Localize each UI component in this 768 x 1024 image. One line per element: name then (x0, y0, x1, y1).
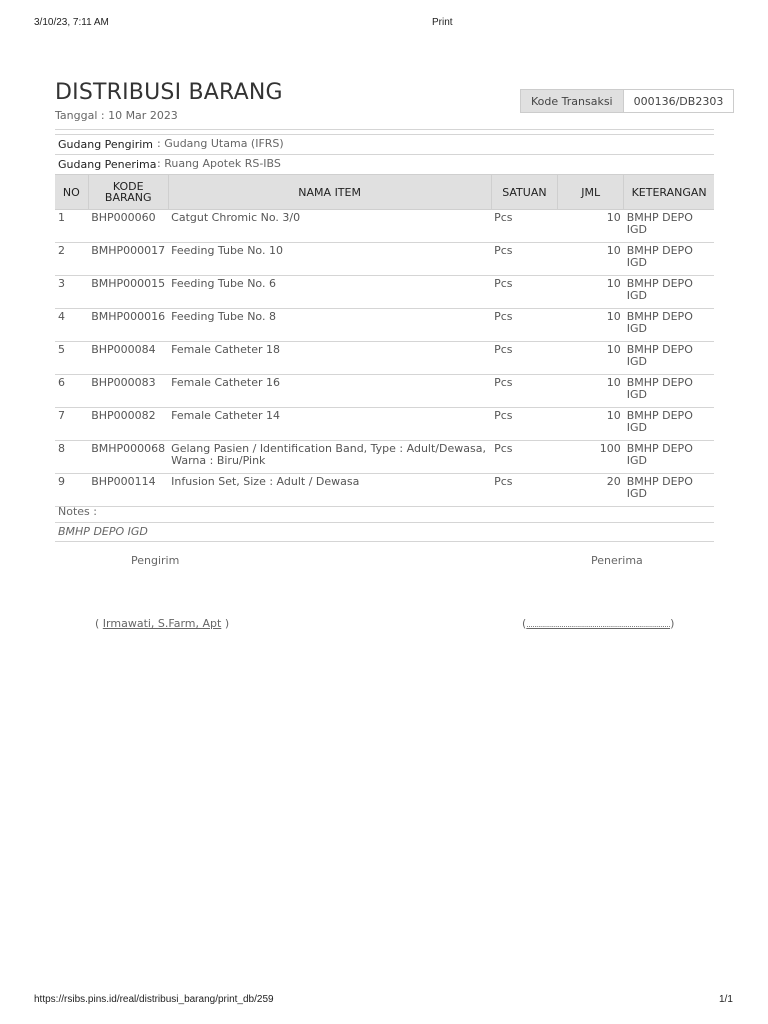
cell-nama: Gelang Pasien / Identification Band, Type : Adult/Dewasa, Warna : Biru/Pink (168, 441, 491, 474)
cell-jml: 10 (558, 342, 624, 375)
cell-satuan: Pcs (491, 276, 558, 309)
header-kode-barang (88, 175, 168, 210)
table-row (55, 375, 714, 408)
kode-transaksi-value: 000136/DB2303 (624, 89, 735, 113)
cell-satuan: Pcs (491, 375, 558, 408)
cell-nama: Infusion Set, Size : Adult / Dewasa (168, 474, 491, 507)
header-nama-item: NAMA ITEM (168, 175, 491, 210)
cell-keterangan: BMHP DEPO IGD (624, 441, 714, 474)
header-keterangan: KETERANGAN (624, 175, 714, 210)
table-header-row (55, 175, 714, 210)
cell-keterangan: BMHP DEPO IGD (624, 408, 714, 441)
cell-nama: Feeding Tube No. 6 (168, 276, 491, 309)
cell-keterangan: BMHP DEPO IGD (624, 474, 714, 507)
header-satuan: SATUAN (491, 175, 558, 210)
cell-keterangan: BMHP DEPO IGD (624, 210, 714, 243)
cell-jml: 10 (558, 375, 624, 408)
divider (55, 541, 714, 542)
cell-kode: BMHP000015 (88, 276, 168, 309)
pengirim-name: Irmawati, S.Farm, Apt (102, 617, 222, 630)
cell-nama: Catgut Chromic No. 3/0 (168, 210, 491, 243)
cell-kode: BHP000084 (88, 342, 168, 375)
penerima-close-paren: ) (670, 617, 675, 630)
header-kode-line1: KODE (112, 180, 144, 193)
cell-jml: 10 (558, 309, 624, 342)
page-number: 1/1 (719, 994, 733, 1005)
table-row (55, 441, 714, 474)
document-date: Tanggal : 10 Mar 2023 (55, 109, 178, 122)
cell-jml: 20 (558, 474, 624, 507)
cell-kode: BHP000060 (88, 210, 168, 243)
table-row (55, 243, 714, 276)
cell-keterangan: BMHP DEPO IGD (624, 309, 714, 342)
cell-keterangan: BMHP DEPO IGD (624, 243, 714, 276)
info-row-penerima (55, 154, 714, 173)
cell-satuan: Pcs (491, 441, 558, 474)
cell-kode: BMHP000068 (88, 441, 168, 474)
cell-keterangan: BMHP DEPO IGD (624, 342, 714, 375)
pengirim-label: Pengirim (131, 554, 180, 567)
table-row (55, 342, 714, 375)
table-row (55, 210, 714, 243)
header-jml: JML (558, 175, 624, 210)
cell-nama: Feeding Tube No. 10 (168, 243, 491, 276)
kode-transaksi (520, 89, 734, 113)
notes-text (55, 525, 714, 538)
pengirim-signature (95, 617, 229, 630)
divider (55, 129, 714, 130)
items-table (55, 174, 714, 507)
notes-label-text: Notes : (58, 505, 97, 518)
info-row-pengirim (55, 134, 714, 153)
penerima-signature (522, 617, 674, 631)
cell-satuan: Pcs (491, 342, 558, 375)
cell-no: 4 (55, 309, 88, 342)
print-datetime: 3/10/23, 7:11 AM (34, 17, 109, 28)
cell-satuan: Pcs (491, 210, 558, 243)
cell-jml: 10 (558, 408, 624, 441)
gudang-pengirim-value: : Gudang Utama (IFRS) (157, 137, 284, 150)
cell-kode: BHP000083 (88, 375, 168, 408)
gudang-penerima-value: : Ruang Apotek RS-IBS (157, 157, 281, 170)
cell-no: 2 (55, 243, 88, 276)
header-no: NO (55, 175, 88, 210)
cell-kode: BHP000082 (88, 408, 168, 441)
print-title: Print (432, 17, 453, 28)
cell-jml: 10 (558, 243, 624, 276)
cell-satuan: Pcs (491, 309, 558, 342)
table-row (55, 309, 714, 342)
penerima-blank-line: .......................................................................... (526, 620, 671, 629)
table-row (55, 276, 714, 309)
pengirim-open-paren: ( (95, 617, 103, 630)
cell-nama: Female Catheter 16 (168, 375, 491, 408)
penerima-open-paren: ( (522, 617, 527, 630)
cell-satuan: Pcs (491, 243, 558, 276)
cell-nama: Feeding Tube No. 8 (168, 309, 491, 342)
cell-keterangan: BMHP DEPO IGD (624, 276, 714, 309)
cell-kode: BHP000114 (88, 474, 168, 507)
cell-jml: 100 (558, 441, 624, 474)
cell-kode: BMHP000016 (88, 309, 168, 342)
cell-no: 8 (55, 441, 88, 474)
gudang-pengirim-label: Gudang Pengirim (58, 138, 153, 151)
notes-text-value: BMHP DEPO IGD (58, 525, 148, 538)
cell-nama: Female Catheter 18 (168, 342, 491, 375)
cell-no: 3 (55, 276, 88, 309)
kode-transaksi-label: Kode Transaksi (520, 89, 624, 113)
pengirim-close-paren: ) (221, 617, 230, 630)
cell-nama: Female Catheter 14 (168, 408, 491, 441)
cell-jml: 10 (558, 210, 624, 243)
cell-kode: BMHP000017 (88, 243, 168, 276)
cell-keterangan: BMHP DEPO IGD (624, 375, 714, 408)
cell-no: 6 (55, 375, 88, 408)
gudang-penerima-label: Gudang Penerima (58, 158, 157, 171)
header-kode-line2: BARANG (104, 191, 152, 204)
cell-no: 9 (55, 474, 88, 507)
table-row (55, 474, 714, 507)
penerima-label: Penerima (591, 554, 643, 567)
divider (55, 522, 714, 523)
notes-label (55, 505, 714, 518)
cell-no: 5 (55, 342, 88, 375)
cell-no: 1 (55, 210, 88, 243)
print-url: https://rsibs.pins.id/real/distribusi_barang/print_db/259 (34, 994, 274, 1005)
cell-satuan: Pcs (491, 408, 558, 441)
cell-no: 7 (55, 408, 88, 441)
page-title: DISTRIBUSI BARANG (55, 80, 283, 105)
cell-jml: 10 (558, 276, 624, 309)
cell-satuan: Pcs (491, 474, 558, 507)
table-row (55, 408, 714, 441)
